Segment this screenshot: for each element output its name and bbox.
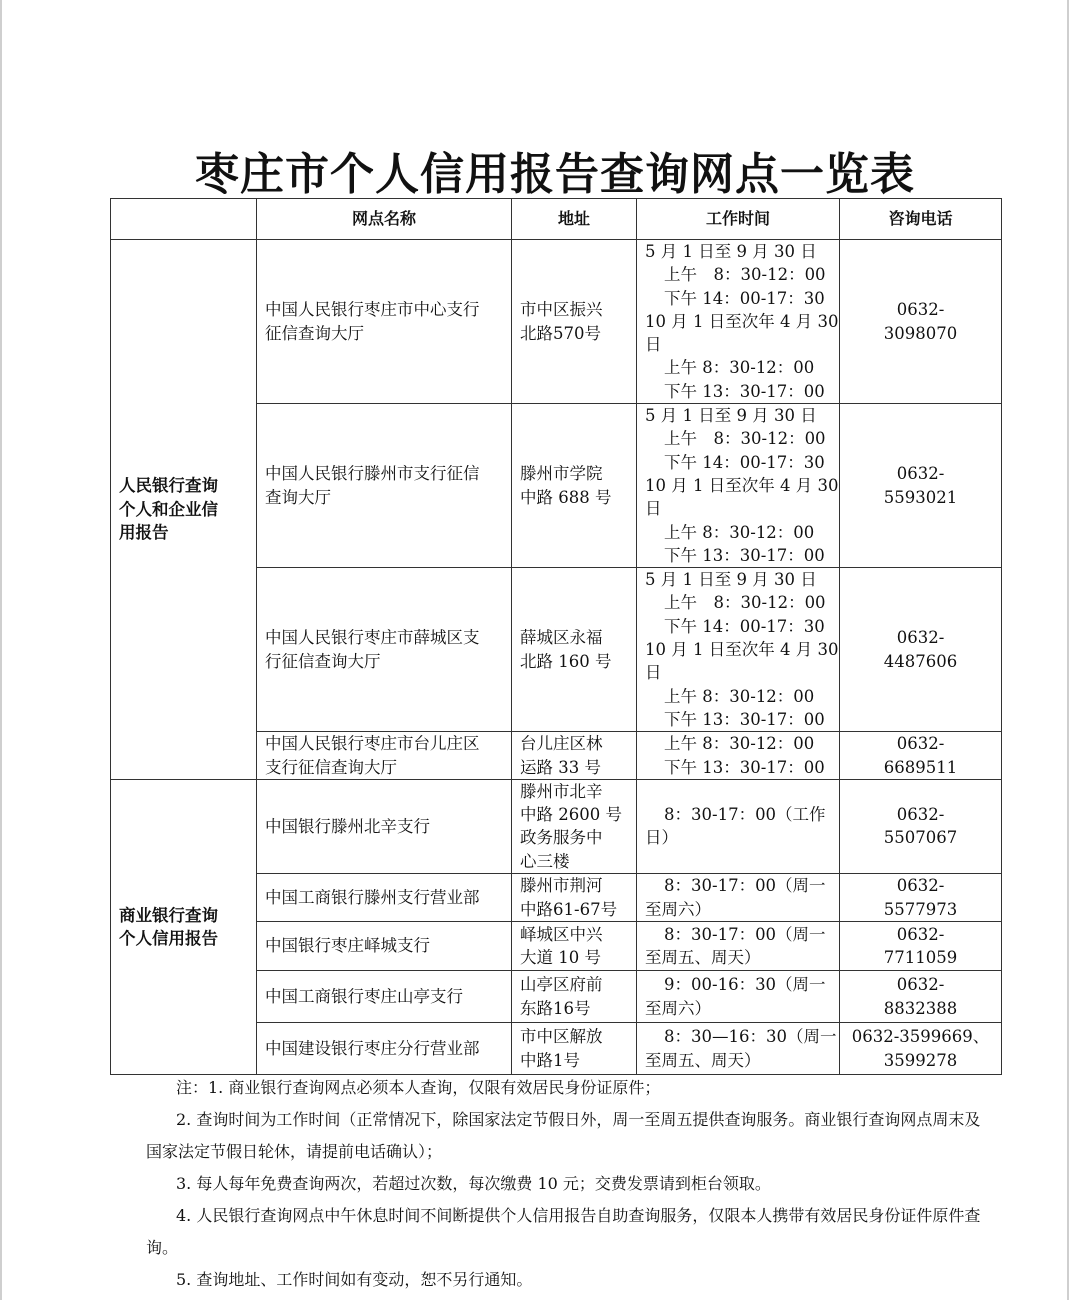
- cell-line: 下午 13：30-17：00: [664, 757, 825, 777]
- cell-line: 用报告: [119, 523, 169, 543]
- cell-line: 中路1号: [520, 1050, 580, 1070]
- cell-line: 5507067: [883, 828, 958, 848]
- cell-line: 0632-: [896, 300, 945, 320]
- cell-line: 滕州市荆河: [520, 876, 603, 896]
- table-body: [111, 240, 1002, 1075]
- cell-line: 查询大厅: [265, 487, 331, 507]
- cell-line: 7711059: [883, 948, 958, 968]
- cell-line: 至周五、周天）: [645, 1050, 761, 1070]
- hours-cell: [637, 732, 840, 780]
- cell-line: 中路 688 号: [520, 487, 612, 507]
- phone-cell: [840, 922, 1002, 971]
- cell-line: 上午 8：30-12：00: [664, 686, 815, 706]
- cell-line: 中国工商银行枣庄山亭支行: [265, 986, 463, 1006]
- cell-line: 0632-: [896, 805, 945, 825]
- notes: [146, 1072, 986, 1296]
- cell-line: 5577973: [883, 899, 958, 919]
- note-2: 2. 查询时间为工作时间（正常情况下，除国家法定节假日外，周一至周五提供查询服务。商业银行查询网点周末及国家法定节假日轮休，请提前电话确认）；: [146, 1110, 981, 1161]
- address-cell: [512, 922, 637, 971]
- phone-cell: [840, 1023, 1002, 1075]
- cell-line: 5 月 1 日至 9 月 30 日: [645, 406, 817, 426]
- hours-cell: [637, 874, 840, 922]
- branch-name-cell: [257, 971, 512, 1023]
- cell-line: 东路16号: [520, 998, 591, 1018]
- address-cell: [512, 971, 637, 1023]
- phone-cell: [840, 404, 1002, 568]
- cell-line: 政务服务中: [520, 828, 603, 848]
- cell-line: 中国人民银行枣庄市台儿庄区: [265, 734, 480, 754]
- branch-name-cell: [257, 922, 512, 971]
- cell-line: 10 月 1 日至次年 4 月 30: [645, 640, 839, 660]
- phone-cell: [840, 568, 1002, 732]
- cell-line: 4487606: [883, 651, 958, 671]
- cell-line: 上午 8：30-12：00: [664, 734, 815, 754]
- category-cell: [111, 779, 257, 1074]
- cell-line: 下午 13：30-17：00: [664, 545, 825, 565]
- table-row: [111, 779, 1002, 873]
- phone-cell: [840, 874, 1002, 922]
- hours-cell: [637, 779, 840, 873]
- branch-name-cell: [257, 779, 512, 873]
- cell-line: 个人和企业信: [119, 499, 218, 519]
- cell-line: 上午 8：30-12：00: [664, 593, 826, 613]
- cell-line: 8832388: [883, 998, 958, 1018]
- cell-line: 滕州市学院: [520, 464, 603, 484]
- cell-line: 8：30-17：00（周一: [664, 876, 826, 896]
- branch-name-cell: [257, 874, 512, 922]
- cell-line: 0632-: [896, 975, 945, 995]
- cell-line: 滕州市北辛: [520, 781, 603, 801]
- cell-line: 大道 10 号: [520, 948, 601, 968]
- cell-line: 日）: [645, 828, 678, 848]
- branch-name-cell: [257, 240, 512, 404]
- cell-line: 日: [645, 335, 662, 355]
- cell-line: 中国人民银行枣庄市薛城区支: [265, 628, 480, 648]
- header-category: [111, 199, 257, 240]
- address-cell: [512, 779, 637, 873]
- cell-line: 0632-: [896, 924, 945, 944]
- cell-line: 中国工商银行滕州支行营业部: [265, 887, 480, 907]
- hours-cell: [637, 922, 840, 971]
- address-cell: [512, 874, 637, 922]
- header-address: 地址: [512, 199, 637, 240]
- branch-name-cell: [257, 404, 512, 568]
- cell-line: 心三楼: [520, 851, 570, 871]
- cell-line: 市中区振兴: [520, 300, 603, 320]
- cell-line: 10 月 1 日至次年 4 月 30: [645, 311, 839, 331]
- cell-line: 至周五、周天）: [645, 948, 761, 968]
- document-title: 枣庄市个人信用报告查询网点一览表: [195, 149, 915, 200]
- cell-line: 0632-3599669、: [851, 1027, 990, 1047]
- cell-line: 5 月 1 日至 9 月 30 日: [645, 242, 817, 261]
- cell-line: 运路 33 号: [520, 757, 601, 777]
- cell-line: 9：00-16：30（周一: [664, 975, 826, 995]
- cell-line: 日: [645, 499, 662, 519]
- phone-cell: [840, 240, 1002, 404]
- address-cell: [512, 1023, 637, 1075]
- cell-line: 至周六）: [645, 998, 711, 1018]
- cell-line: 山亭区府前: [520, 975, 603, 995]
- cell-line: 支行征信查询大厅: [265, 757, 397, 777]
- cell-line: 0632-: [896, 628, 945, 648]
- phone-cell: [840, 779, 1002, 873]
- cell-line: 上午 8：30-12：00: [664, 358, 815, 378]
- header-name: 网点名称: [257, 199, 512, 240]
- note-5: 5. 查询地址、工作时间如有变动，恕不另行通知。: [176, 1270, 533, 1289]
- cell-line: 中路 2600 号: [520, 805, 622, 825]
- branch-name-cell: [257, 568, 512, 732]
- branch-table: [110, 198, 1002, 1075]
- branch-name-cell: [257, 732, 512, 780]
- cell-line: 上午 8：30-12：00: [664, 265, 826, 285]
- hours-cell: [637, 568, 840, 732]
- branch-name-cell: [257, 1023, 512, 1075]
- address-cell: [512, 732, 637, 780]
- cell-line: 中国银行枣庄峄城支行: [265, 936, 430, 956]
- cell-line: 0632-: [896, 734, 945, 754]
- cell-line: 上午 8：30-12：00: [664, 522, 815, 542]
- cell-line: 下午 13：30-17：00: [664, 709, 825, 729]
- note-3: 3. 每人每年免费查询两次，若超过次数，每次缴费 10 元；交费发票请到柜台领取。: [176, 1174, 771, 1193]
- cell-line: 日: [645, 663, 662, 683]
- table-row: [111, 240, 1002, 404]
- cell-line: 下午 14：00-17：30: [664, 288, 825, 308]
- cell-line: 下午 14：00-17：30: [664, 452, 825, 472]
- cell-line: 8：30-17：00（工作: [664, 805, 826, 825]
- header-hours: 工作时间: [637, 199, 840, 240]
- cell-line: 中路61-67号: [520, 899, 618, 919]
- cell-line: 中国人民银行滕州市支行征信: [265, 464, 480, 484]
- address-cell: [512, 404, 637, 568]
- cell-line: 北路 160 号: [520, 651, 612, 671]
- phone-cell: [840, 971, 1002, 1023]
- table-header-row: [111, 199, 1002, 240]
- cell-line: 0632-: [896, 876, 945, 896]
- hours-cell: [637, 404, 840, 568]
- cell-line: 商业银行查询: [119, 905, 218, 925]
- category-cell: [111, 240, 257, 780]
- cell-line: 上午 8：30-12：00: [664, 429, 826, 449]
- cell-line: 8：30-17：00（周一: [664, 924, 826, 944]
- cell-line: 峄城区中兴: [520, 924, 603, 944]
- cell-line: 下午 14：00-17：30: [664, 616, 825, 636]
- cell-line: 台儿庄区林: [520, 734, 603, 754]
- cell-line: 市中区解放: [520, 1027, 603, 1047]
- cell-line: 中国建设银行枣庄分行营业部: [265, 1038, 480, 1058]
- cell-line: 5593021: [883, 487, 958, 507]
- cell-line: 人民银行查询: [119, 476, 218, 496]
- cell-line: 中国人民银行枣庄市中心支行: [265, 300, 480, 320]
- cell-line: 6689511: [883, 757, 958, 777]
- address-cell: [512, 568, 637, 732]
- note-1: 注：1. 商业银行查询网点必须本人查询，仅限有效居民身份证原件；: [176, 1078, 661, 1097]
- cell-line: 行征信查询大厅: [265, 651, 381, 671]
- header-phone: 咨询电话: [840, 199, 1002, 240]
- address-cell: [512, 240, 637, 404]
- cell-line: 下午 13：30-17：00: [664, 381, 825, 401]
- cell-line: 薛城区永福: [520, 628, 603, 648]
- note-4: 4. 人民银行查询网点中午休息时间不间断提供个人信用报告自助查询服务，仅限本人携带有效居民身份证件原件查询。: [146, 1206, 981, 1257]
- hours-cell: [637, 240, 840, 404]
- cell-line: 8：30—16：30（周一: [664, 1027, 837, 1047]
- cell-line: 至周六）: [645, 899, 711, 919]
- cell-line: 3098070: [883, 323, 958, 343]
- hours-cell: [637, 1023, 840, 1075]
- cell-line: 0632-: [896, 464, 945, 484]
- cell-line: 征信查询大厅: [265, 323, 364, 343]
- phone-cell: [840, 732, 1002, 780]
- cell-line: 中国银行滕州北辛支行: [265, 816, 430, 836]
- cell-line: 个人信用报告: [119, 928, 218, 948]
- cell-line: 3599278: [883, 1050, 958, 1070]
- hours-cell: [637, 971, 840, 1023]
- cell-line: 5 月 1 日至 9 月 30 日: [645, 570, 817, 590]
- cell-line: 10 月 1 日至次年 4 月 30: [645, 475, 839, 495]
- cell-line: 北路570号: [520, 323, 601, 343]
